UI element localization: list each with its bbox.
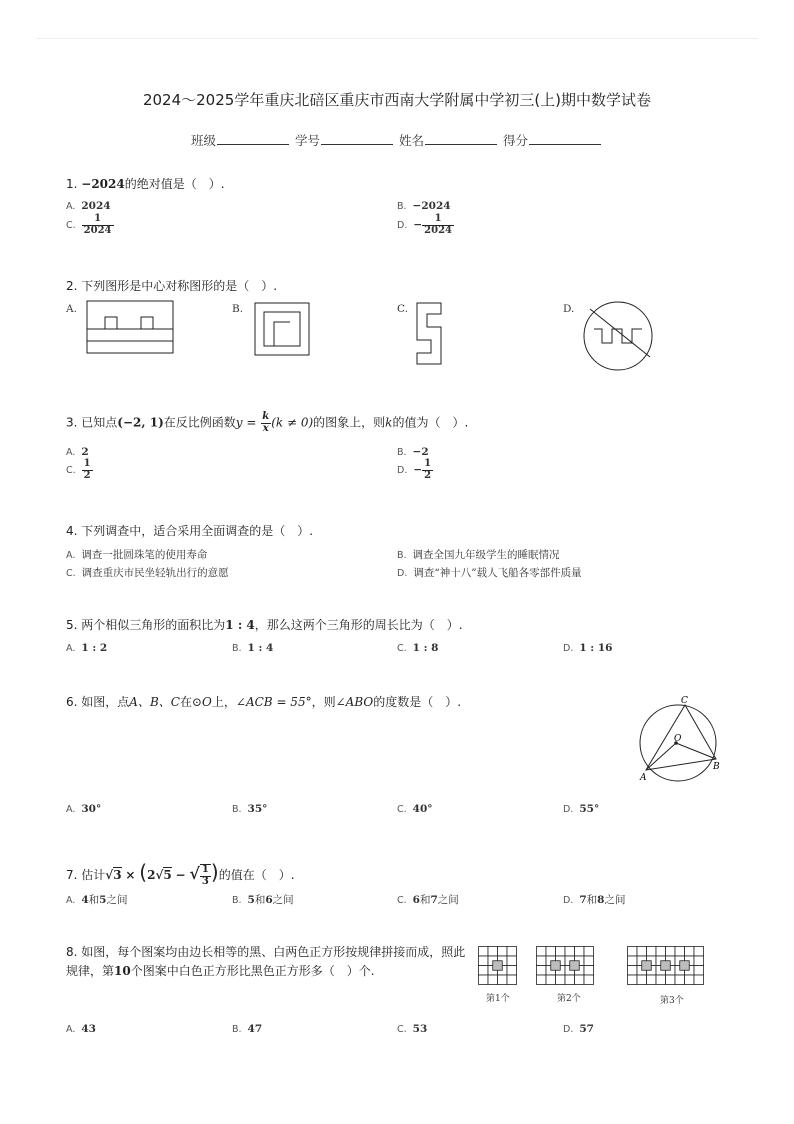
pattern-square [575, 975, 585, 985]
pattern-square [546, 975, 556, 985]
q4-option-d[interactable]: D. 调查“神十八”载人飞船各零部件质量 [397, 567, 582, 579]
q6-circle-figure [636, 695, 726, 785]
pattern-square [647, 947, 657, 957]
pattern-square [685, 947, 695, 957]
question-7-stem: 7. 估计√3 × (2√5 − √ $\frac{1}{3}$ )的值在（ ）. [66, 860, 295, 887]
pattern-dark-square [493, 961, 503, 971]
pattern-square [675, 975, 685, 985]
pattern-square [637, 947, 647, 957]
q2-figure-d[interactable] [580, 301, 662, 371]
pattern-square [498, 975, 508, 985]
class-blank[interactable] [217, 132, 289, 145]
question-8-stem: 8. 如图，每个图案均由边长相等的黑、白两色正方形按规律拼接而成，照此 规律，第10个图案中白色正方形比黑色正方形多（ ）个. [66, 945, 466, 978]
q1-option-b[interactable]: B. −2024 [397, 200, 451, 212]
pattern-square [575, 947, 585, 957]
fraction: $\frac{1}{2024}$ [424, 213, 452, 236]
q1-option-c[interactable]: C. $\frac{1}{2024}$ [66, 213, 112, 236]
question-5-stem: 5. 两个相似三角形的面积比为1 : 4，那么这两个三角形的周长比为（ ）. [66, 618, 463, 632]
root-fraction: $\frac{1}{3}$ [201, 864, 209, 887]
q8-caption-1: 第1个 [486, 994, 510, 1004]
name-blank[interactable] [425, 132, 497, 145]
pattern-square [656, 947, 666, 957]
q7-option-a[interactable]: A. 4和5之间 [66, 894, 128, 906]
pattern-square [694, 966, 704, 976]
pattern-square [637, 975, 647, 985]
q8-pattern-2 [536, 946, 600, 986]
pattern-square [584, 975, 594, 985]
pattern-dark-square [570, 961, 580, 971]
q2-option-a-label[interactable]: A. [66, 303, 77, 315]
fraction: $\frac{1}{2024}$ [83, 213, 112, 236]
pattern-square [666, 947, 676, 957]
q4-option-a[interactable]: A. 调查一批圆珠笔的使用寿命 [66, 549, 208, 561]
score-label: 得分 [502, 133, 528, 148]
label-b: B [713, 762, 720, 772]
page-title: 2024～2025学年重庆北碚区重庆市西南大学附属中学初三(上)期中数学试卷 [142, 91, 652, 109]
pattern-square [537, 966, 547, 976]
pattern-square [479, 966, 489, 976]
pattern-square [507, 975, 517, 985]
label-a: A [640, 773, 647, 783]
pattern-square [537, 956, 547, 966]
q2-option-c-label[interactable]: C. [397, 303, 408, 315]
pattern-square [537, 947, 547, 957]
question-4-stem: 4. 下列调查中，适合采用全面调查的是（ ）. [66, 524, 314, 538]
number-blank[interactable] [321, 132, 393, 145]
label-c: C [681, 696, 688, 706]
number-label: 学号 [294, 133, 320, 148]
page-top-divider [36, 38, 758, 39]
score-blank[interactable] [529, 132, 601, 145]
q2-figure-b[interactable] [254, 302, 314, 358]
pattern-square [628, 947, 638, 957]
q4-option-b[interactable]: B. 调查全国九年级学生的睡眠情况 [397, 549, 560, 561]
fraction: $\frac{1}{2}$ [424, 458, 432, 481]
pattern-square [488, 975, 498, 985]
q1-option-d[interactable]: D. − $\frac{1}{2024}$ [397, 213, 452, 236]
q6-option-b[interactable]: B. 35° [232, 803, 268, 815]
pattern-square [507, 966, 517, 976]
pattern-square [666, 975, 676, 985]
pattern-square [656, 975, 666, 985]
q7-option-b[interactable]: B. 5和6之间 [232, 894, 294, 906]
q7-option-d[interactable]: D. 7和8之间 [563, 894, 626, 906]
pattern-square [675, 947, 685, 957]
pattern-square [584, 956, 594, 966]
pattern-dark-square [551, 961, 561, 971]
q2-option-d-label[interactable]: D. [563, 303, 575, 315]
pattern-square [556, 975, 566, 985]
q8-option-b[interactable]: B. 47 [232, 1023, 263, 1035]
question-1-stem: 1. −2024的绝对值是（ ）. [66, 177, 225, 191]
q8-pattern-1 [478, 946, 518, 986]
q5-option-d[interactable]: D. 1 : 16 [563, 642, 613, 654]
pattern-dark-square [642, 961, 652, 971]
q8-caption-2: 第2个 [557, 994, 581, 1004]
pattern-square [628, 966, 638, 976]
q2-figure-c[interactable] [416, 302, 444, 366]
q3-option-d[interactable]: D. − $\frac{1}{2}$ [397, 458, 432, 481]
pattern-dark-square [680, 961, 690, 971]
class-label: 班级 [190, 133, 216, 148]
pattern-square [584, 966, 594, 976]
function-fraction: $\frac{k}{x}$ [262, 411, 270, 434]
q6-option-a[interactable]: A. 30° [66, 803, 102, 815]
q8-option-c[interactable]: C. 53 [397, 1023, 428, 1035]
q5-option-b[interactable]: B. 1 : 4 [232, 642, 274, 654]
pattern-dark-square [661, 961, 671, 971]
pattern-square [694, 956, 704, 966]
pattern-square [546, 947, 556, 957]
pattern-square [507, 947, 517, 957]
q8-option-a[interactable]: A. 43 [66, 1023, 96, 1035]
pattern-square [694, 947, 704, 957]
question-6-stem: 6. 如图，点A、B、C在⊙O上，∠ACB = 55°，则∠ABO的度数是（ ）. [66, 695, 462, 709]
pattern-square [694, 975, 704, 985]
q6-option-d[interactable]: D. 55° [563, 803, 600, 815]
pattern-square [498, 947, 508, 957]
q4-option-c[interactable]: C. 调查重庆市民坐轻轨出行的意愿 [66, 567, 229, 579]
pattern-square [537, 975, 547, 985]
q3-option-a[interactable]: A. 2 [66, 446, 89, 458]
q7-option-c[interactable]: C. 6和7之间 [397, 894, 459, 906]
pattern-square [628, 975, 638, 985]
pattern-square [685, 975, 695, 985]
q1-option-a[interactable]: A. 2024 [66, 200, 111, 212]
q8-caption-3: 第3个 [660, 996, 684, 1006]
q2-option-b-label[interactable]: B. [232, 303, 244, 315]
q3-option-c[interactable]: C. $\frac{1}{2}$ [66, 458, 91, 481]
pattern-square [479, 947, 489, 957]
question-2-stem: 2. 下列图形是中心对称图形的是（ ）. [66, 279, 278, 293]
pattern-square [565, 975, 575, 985]
pattern-square [628, 956, 638, 966]
pattern-square [584, 947, 594, 957]
pattern-square [479, 956, 489, 966]
q6-option-c[interactable]: C. 40° [397, 803, 433, 815]
q5-option-a[interactable]: A. 1 : 2 [66, 642, 108, 654]
pattern-square [488, 947, 498, 957]
label-o: O [674, 734, 682, 744]
question-3-stem: 3. 已知点(−2, 1)在反比例函数y = $\frac{k}{x}$ (k ≠ 0)的图象上，则k的值为（ ）. [66, 411, 469, 434]
fraction: $\frac{1}{2}$ [83, 458, 91, 481]
q2-figure-a[interactable] [86, 300, 176, 356]
pattern-square [647, 975, 657, 985]
pattern-square [507, 956, 517, 966]
q8-pattern-3 [627, 946, 717, 986]
q3-option-b[interactable]: B. −2 [397, 446, 429, 458]
student-info-line [0, 131, 794, 149]
q5-option-c[interactable]: C. 1 : 8 [397, 642, 439, 654]
name-label: 姓名 [398, 133, 424, 148]
pattern-square [479, 975, 489, 985]
q8-option-d[interactable]: D. 57 [563, 1023, 594, 1035]
pattern-square [565, 947, 575, 957]
pattern-square [556, 947, 566, 957]
